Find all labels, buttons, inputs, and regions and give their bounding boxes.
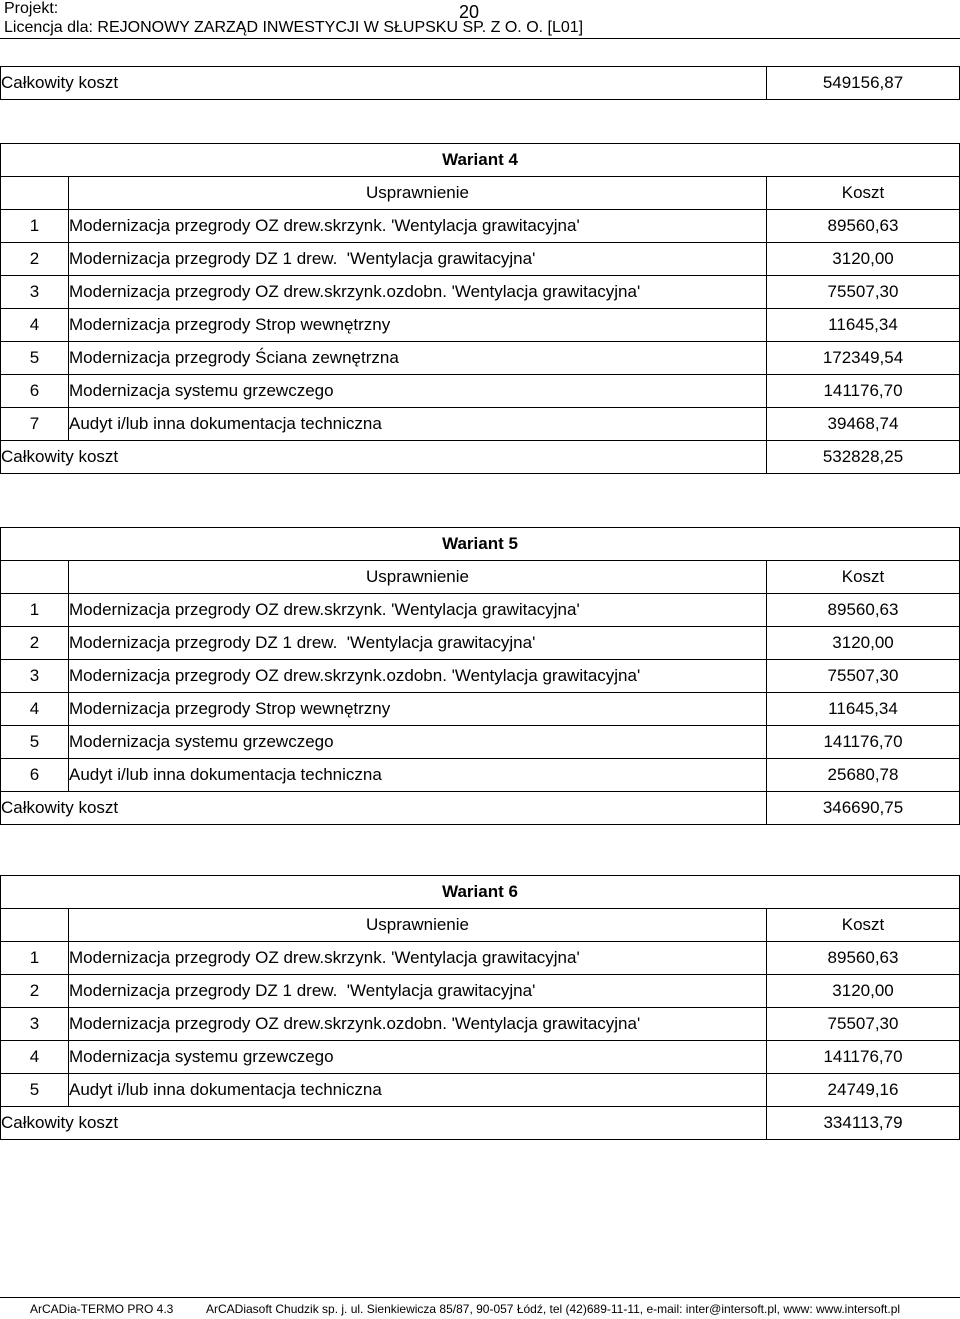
table-row — [1, 342, 960, 375]
total-label: Całkowity koszt — [1, 792, 767, 825]
table-row — [1, 975, 960, 1008]
row-number: 1 — [1, 594, 69, 627]
row-number: 7 — [1, 408, 69, 441]
variant-title-row — [1, 528, 960, 561]
row-description: Modernizacja przegrody Strop wewnętrzny — [69, 309, 767, 342]
row-number: 2 — [1, 243, 69, 276]
table-row — [1, 660, 960, 693]
row-description: Modernizacja przegrody OZ drew.skrzynk. 'Wentylacja grawitacyjna' — [69, 942, 767, 975]
total-label: Całkowity koszt — [1, 67, 767, 100]
row-description: Modernizacja systemu grzewczego — [69, 1041, 767, 1074]
row-cost: 75507,30 — [767, 1008, 960, 1041]
row-cost: 24749,16 — [767, 1074, 960, 1107]
row-cost: 89560,63 — [767, 594, 960, 627]
variant-title: Wariant 5 — [1, 528, 960, 561]
header-cost: Koszt — [767, 177, 960, 210]
row-cost: 141176,70 — [767, 1041, 960, 1074]
row-number: 3 — [1, 276, 69, 309]
row-number: 6 — [1, 375, 69, 408]
row-number: 3 — [1, 660, 69, 693]
row-description: Modernizacja systemu grzewczego — [69, 375, 767, 408]
table-row — [1, 1041, 960, 1074]
header-cost: Koszt — [767, 909, 960, 942]
header-cost: Koszt — [767, 561, 960, 594]
row-description: Modernizacja przegrody DZ 1 drew. 'Wentylacja grawitacyjna' — [69, 627, 767, 660]
previous-variant-total-table — [0, 66, 960, 100]
total-value: 334113,79 — [767, 1107, 960, 1140]
row-description: Modernizacja przegrody OZ drew.skrzynk. 'Wentylacja grawitacyjna' — [69, 594, 767, 627]
row-number: 5 — [1, 342, 69, 375]
row-cost: 11645,34 — [767, 693, 960, 726]
row-cost: 25680,78 — [767, 759, 960, 792]
header-number-cell — [1, 561, 69, 594]
row-description: Modernizacja przegrody OZ drew.skrzynk.ozdobn. 'Wentylacja grawitacyjna' — [69, 1008, 767, 1041]
total-row — [1, 1107, 960, 1140]
row-cost: 3120,00 — [767, 975, 960, 1008]
row-description: Audyt i/lub inna dokumentacja techniczna — [69, 1074, 767, 1107]
row-cost: 3120,00 — [767, 243, 960, 276]
row-number: 2 — [1, 627, 69, 660]
variant-6-table — [0, 875, 960, 1140]
row-description: Modernizacja przegrody DZ 1 drew. 'Wentylacja grawitacyjna' — [69, 975, 767, 1008]
total-label: Całkowity koszt — [1, 441, 767, 474]
row-cost: 3120,00 — [767, 627, 960, 660]
table-row — [1, 309, 960, 342]
row-description: Modernizacja przegrody OZ drew.skrzynk.ozdobn. 'Wentylacja grawitacyjna' — [69, 276, 767, 309]
table-row — [1, 759, 960, 792]
header-number-cell — [1, 177, 69, 210]
header-number-cell — [1, 909, 69, 942]
variant-5-table — [0, 527, 960, 825]
table-row — [1, 276, 960, 309]
column-header-row — [1, 177, 960, 210]
total-row — [1, 441, 960, 474]
column-header-row — [1, 909, 960, 942]
table-row — [1, 1008, 960, 1041]
row-cost: 11645,34 — [767, 309, 960, 342]
row-number: 4 — [1, 309, 69, 342]
table-row — [1, 594, 960, 627]
total-row — [1, 67, 960, 100]
row-cost: 39468,74 — [767, 408, 960, 441]
table-row — [1, 210, 960, 243]
row-description: Modernizacja systemu grzewczego — [69, 726, 767, 759]
row-cost: 75507,30 — [767, 660, 960, 693]
header-measure: Usprawnienie — [69, 177, 767, 210]
row-number: 4 — [1, 1041, 69, 1074]
row-cost: 89560,63 — [767, 942, 960, 975]
row-number: 5 — [1, 726, 69, 759]
row-cost: 172349,54 — [767, 342, 960, 375]
table-row — [1, 693, 960, 726]
row-number: 3 — [1, 1008, 69, 1041]
projekt-label: Projekt: — [4, 0, 59, 17]
header-measure: Usprawnienie — [69, 561, 767, 594]
table-row — [1, 1074, 960, 1107]
row-description: Audyt i/lub inna dokumentacja techniczna — [69, 408, 767, 441]
row-cost: 89560,63 — [767, 210, 960, 243]
header-rule — [0, 38, 960, 39]
table-row — [1, 627, 960, 660]
row-number: 5 — [1, 1074, 69, 1107]
row-number: 1 — [1, 942, 69, 975]
page-number: 20 — [459, 2, 480, 22]
row-description: Modernizacja przegrody DZ 1 drew. 'Wentylacja grawitacyjna' — [69, 243, 767, 276]
variant-title: Wariant 4 — [1, 144, 960, 177]
row-cost: 75507,30 — [767, 276, 960, 309]
total-value: 532828,25 — [767, 441, 960, 474]
row-cost: 141176,70 — [767, 375, 960, 408]
total-label: Całkowity koszt — [1, 1107, 767, 1140]
variant-title-row — [1, 144, 960, 177]
column-header-row — [1, 561, 960, 594]
license-line: Licencja dla: REJONOWY ZARZĄD INWESTYCJI W SŁUPSKU SP. Z O. O. [L01] — [4, 19, 584, 36]
total-value: 549156,87 — [767, 67, 960, 100]
row-cost: 141176,70 — [767, 726, 960, 759]
row-number: 1 — [1, 210, 69, 243]
table-row — [1, 243, 960, 276]
table-row — [1, 408, 960, 441]
table-row — [1, 726, 960, 759]
variant-title: Wariant 6 — [1, 876, 960, 909]
page-footer — [0, 1297, 960, 1316]
footer-company: ArCADiasoft Chudzik sp. j. ul. Sienkiewicza 85/87, 90-057 Łódź, tel (42)689-11-11, e-mail: inter@intersoft.pl, www: www.intersoft.pl — [206, 1302, 901, 1316]
row-description: Modernizacja przegrody Ściana zewnętrzna — [69, 342, 767, 375]
total-value: 346690,75 — [767, 792, 960, 825]
row-number: 2 — [1, 975, 69, 1008]
row-description: Audyt i/lub inna dokumentacja techniczna — [69, 759, 767, 792]
table-row — [1, 942, 960, 975]
table-row — [1, 375, 960, 408]
row-number: 4 — [1, 693, 69, 726]
header-measure: Usprawnienie — [69, 909, 767, 942]
row-description: Modernizacja przegrody Strop wewnętrzny — [69, 693, 767, 726]
total-row — [1, 792, 960, 825]
row-description: Modernizacja przegrody OZ drew.skrzynk. 'Wentylacja grawitacyjna' — [69, 210, 767, 243]
row-number: 6 — [1, 759, 69, 792]
row-description: Modernizacja przegrody OZ drew.skrzynk.ozdobn. 'Wentylacja grawitacyjna' — [69, 660, 767, 693]
variant-4-table — [0, 143, 960, 474]
footer-product: ArCADia-TERMO PRO 4.3 — [30, 1302, 174, 1316]
variant-title-row — [1, 876, 960, 909]
